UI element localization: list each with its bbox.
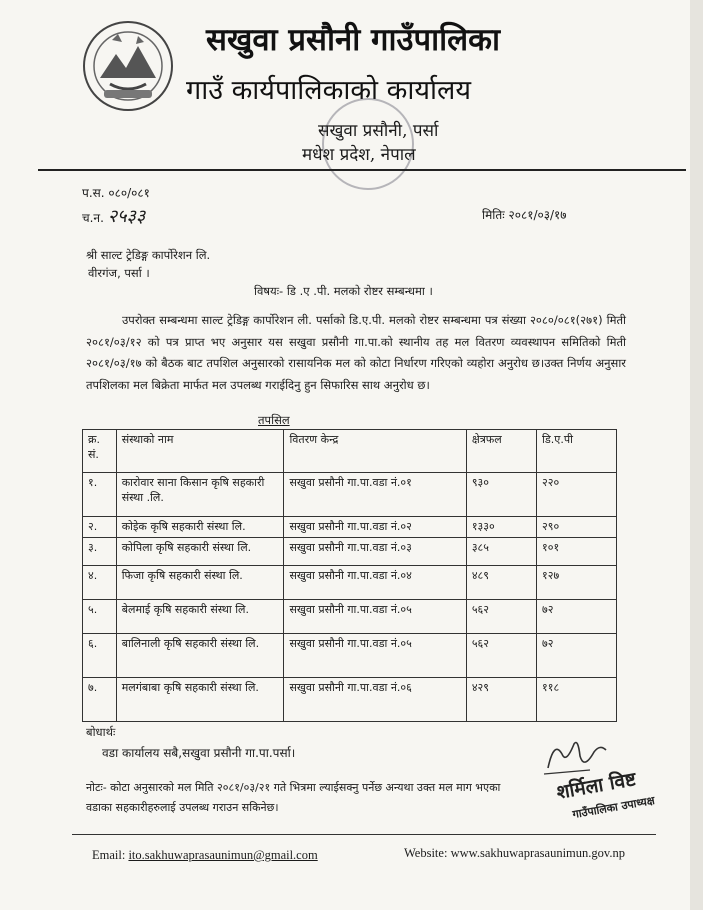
note-line-2: वडाका सहकारीहरुलाई उपलब्ध गराउन सकिनेछ। (86, 801, 279, 814)
cell-serial: ७. (83, 678, 117, 722)
cell-center: सखुवा प्रसौनी गा.पा.वडा नं.०५ (284, 600, 466, 634)
table-row (83, 517, 617, 538)
letter-body: उपरोक्त सम्बन्धमा साल्ट ट्रेडिङ्ग कार्पोरेशन ली. पर्साको डि.ए.पी. मलको रोष्टर सम्बन्धमा पत्र संख्या २०८०/०८१(२७१) मिती २०८१/०३/१२ को पत्र प्राप्त भए अनुसार यस सखुवा प्रसौनी गा.पा.को स्थानीय तह मल वितरण व्यवस्थापन समितिको मिती २०८१/०३/१७ को बैठक बाट तपशिल अनुसारको रासायनिक मल को कोटा निर्धारण गरिएको व्यहोरा अनुरोध छ।उक्त निर्णय अनुसार तपशिलका मल बिक्रेता मार्फत मल उपलब्ध गराईदिनु हुन सिफारिस साथ अनुरोध छ। (86, 313, 626, 392)
table-row (83, 634, 617, 678)
table-row (83, 538, 617, 566)
nepal-emblem-icon (82, 20, 174, 112)
footer-divider (72, 834, 656, 835)
cell-dap: २९० (537, 517, 617, 538)
cell-center: सखुवा प्रसौनी गा.पा.वडा नं.०२ (284, 517, 466, 538)
website-link[interactable]: www.sakhuwaprasaunimun.gov.np (450, 846, 625, 860)
cell-area: ४२९ (466, 678, 536, 722)
cell-dap: ७२ (537, 634, 617, 678)
cell-area: ५६२ (466, 600, 536, 634)
page-edge (690, 0, 703, 910)
cell-dap: १०१ (537, 538, 617, 566)
distribution-table (82, 429, 617, 722)
cell-serial: २. (83, 517, 117, 538)
cell-center: सखुवा प्रसौनी गा.पा.वडा नं.०१ (284, 473, 466, 517)
cell-area: ५६२ (466, 634, 536, 678)
cell-center: सखुवा प्रसौनी गा.पा.वडा नं.०४ (284, 566, 466, 600)
cell-serial: ६. (83, 634, 117, 678)
header-divider (38, 169, 686, 171)
cell-organization: कोपिला कृषि सहकारी संस्था लि. (116, 538, 284, 566)
table-row (83, 600, 617, 634)
cell-dap: १२७ (537, 566, 617, 600)
recipient-address: वीरगंज, पर्सा । (88, 266, 150, 280)
cell-center: सखुवा प्रसौनी गा.पा.वडा नं.०५ (284, 634, 466, 678)
table-header-row (83, 430, 617, 473)
cell-dap: ७२ (537, 600, 617, 634)
cell-serial: ५. (83, 600, 117, 634)
cell-organization: कोइेक कृषि सहकारी संस्था लि. (116, 517, 284, 538)
email-link[interactable]: ito.sakhuwaprasaunimun@gmail.com (128, 848, 318, 862)
letter-subject: विषयः- डि .ए .पी. मलको रोष्टर सम्बन्धमा । (254, 284, 433, 298)
cell-organization: फिजा कृषि सहकारी संस्था लि. (116, 566, 284, 600)
table-row (83, 566, 617, 600)
cell-dap: ११८ (537, 678, 617, 722)
header-dap: डि.ए.पी (537, 430, 617, 473)
bodhartha-recipient: वडा कार्यालय सबै,सखुवा प्रसौनी गा.पा.पर्सा। (102, 746, 296, 760)
letter-date: मितिः २०८१/०३/१७ (482, 208, 567, 222)
table-caption: तपसिल (258, 413, 290, 427)
header-serial: क्र. सं. (83, 430, 117, 473)
office-subtitle: गाउँ कार्यपालिकाको कार्यालय (186, 75, 471, 106)
cell-serial: १. (83, 473, 117, 517)
note-line-1: नोटः- कोटा अनुसारको मल मिति २०८१/०३/२१ गते भित्रमा ल्याईसक्नु पर्नेछ अन्यथा उक्त मल माग भएका (86, 781, 501, 794)
footer-website: Website: www.sakhuwaprasaunimun.gov.np (404, 846, 625, 860)
cell-area: ४८९ (466, 566, 536, 600)
table-row (83, 473, 617, 517)
cell-organization: बालिनाली कृषि सहकारी संस्था लि. (116, 634, 284, 678)
patra-sankhya: प.स. ०८०/०८१ (82, 186, 150, 200)
cell-serial: ४. (83, 566, 117, 600)
cell-organization: बेलमाई कृषि सहकारी संस्था लि. (116, 600, 284, 634)
cell-area: ९३० (466, 473, 536, 517)
cell-organization: कारोवार साना किसान कृषि सहकारी संस्था .लि. (116, 473, 284, 517)
cell-area: १३३० (466, 517, 536, 538)
chalani-number: च.न. २५३३ (82, 206, 146, 227)
cell-center: सखुवा प्रसौनी गा.पा.वडा नं.०३ (284, 538, 466, 566)
cell-area: ३८५ (466, 538, 536, 566)
signatory-title: गाउँपालिका उपाध्यक्ष (571, 793, 656, 822)
bodhartha-label: बोधार्थः (86, 725, 116, 739)
address-line-2: मधेश प्रदेश, नेपाल (302, 145, 416, 165)
cell-organization: मलगंबाबा कृषि सहकारी संस्था लि. (116, 678, 284, 722)
header-area: क्षेत्रफल (466, 430, 536, 473)
signatory-name: शर्मिला विष्ट (554, 768, 638, 804)
header-organization: संस्थाको नाम (116, 430, 284, 473)
cell-serial: ३. (83, 538, 117, 566)
table-row (83, 678, 617, 722)
footer-email: Email: ito.sakhuwaprasaunimun@gmail.com (92, 848, 318, 862)
header-distribution-center: वितरण केन्द्र (284, 430, 466, 473)
address-line-1: सखुवा प्रसौनी, पर्सा (318, 121, 439, 141)
cell-center: सखुवा प्रसौनी गा.पा.वडा नं.०६ (284, 678, 466, 722)
municipality-title: सखुवा प्रसौनी गाउँपालिका (206, 22, 501, 58)
cell-dap: २२० (537, 473, 617, 517)
recipient-name: श्री साल्ट ट्रेडिङ्ग कार्पोरेशन लि. (86, 248, 211, 262)
